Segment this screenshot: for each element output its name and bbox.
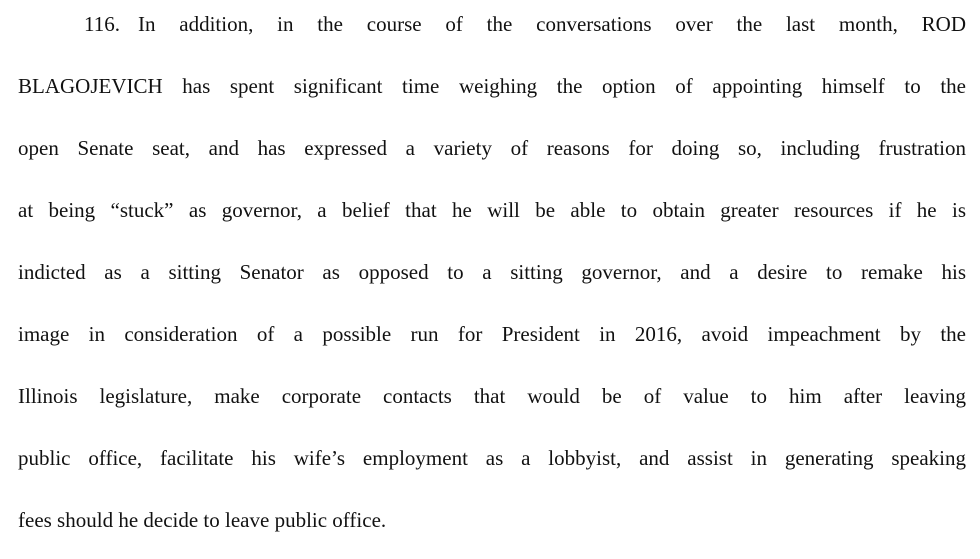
- text-line-7: Illinois legislature, make corporate contacts that would be of value to him after leaving: [18, 384, 966, 408]
- text-line-9: fees should he decide to leave public office.: [18, 508, 387, 532]
- text-line-6: image in consideration of a possible run for President in 2016, avoid impeachment by the: [18, 322, 966, 346]
- text-line-3: open Senate seat, and has expressed a variety of reasons for doing so, including frustration: [18, 136, 966, 160]
- text-line-2: BLAGOJEVICH has spent significant time weighing the option of appointing himself to the: [18, 74, 966, 98]
- text-line-8: public office, facilitate his wife’s employment as a lobbyist, and assist in generating speaking: [18, 446, 966, 470]
- text-line-5: indicted as a sitting Senator as opposed to a sitting governor, and a desire to remake his: [18, 260, 966, 284]
- paragraph-number: 116.: [84, 12, 120, 36]
- text-line-1-content: In addition, in the course of the conversations over the last month, ROD: [137, 12, 966, 36]
- text-line-4: at being “stuck” as governor, a belief that he will be able to obtain greater resources if he is: [18, 198, 966, 222]
- text-line-1: [84, 9, 966, 39]
